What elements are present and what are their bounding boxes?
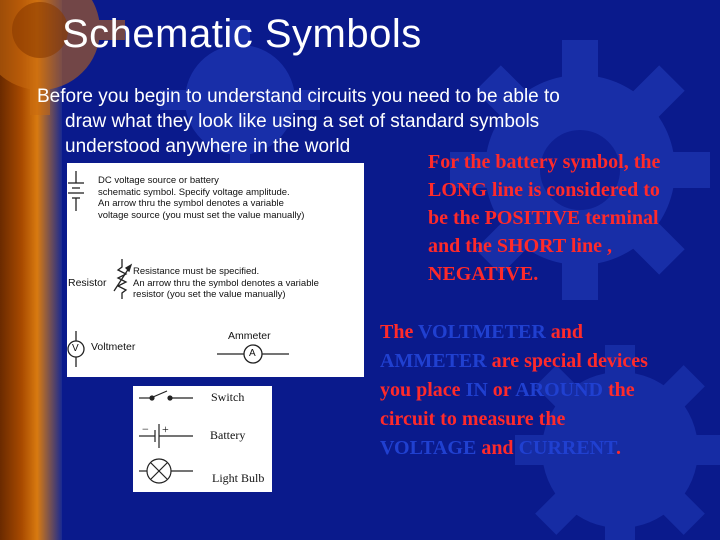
- legend-light-bulb-label: Light Bulb: [212, 471, 265, 485]
- meter-note-word: you place: [380, 379, 461, 401]
- battery-note-line: For the battery symbol, the: [428, 151, 661, 173]
- description-line: An arrow thru the symbol denotes a variable: [98, 198, 284, 209]
- meter-note-highlight: IN: [465, 379, 488, 401]
- meter-note-highlight: VOLTAGE: [380, 437, 477, 459]
- meter-note-word: circuit to measure the: [380, 408, 566, 430]
- battery-note-line: NEGATIVE.: [428, 263, 539, 285]
- legend-panel: [133, 386, 272, 492]
- meter-note-highlight: VOLTMETER: [417, 321, 546, 343]
- dc-source-description: [98, 175, 304, 221]
- meter-note-highlight: AMMETER: [380, 350, 487, 372]
- description-line: DC voltage source or battery: [98, 175, 219, 186]
- legend-switch-label: Switch: [211, 390, 245, 404]
- intro-line: draw what they look like using a set of standard symbols: [65, 111, 540, 132]
- legend-minus: −: [142, 422, 149, 436]
- meter-note-word: the: [608, 379, 635, 401]
- meter-note-word: or: [492, 379, 512, 401]
- meter-note-word: and: [481, 437, 514, 459]
- voltmeter-glyph: V: [72, 343, 79, 354]
- meter-note: [380, 318, 710, 463]
- legend-plus: +: [162, 422, 169, 436]
- intro-line: Before you begin to understand circuits you need to be able to: [37, 86, 560, 107]
- battery-note-line: be the POSITIVE terminal: [428, 207, 659, 229]
- symbols-panel: [67, 163, 364, 377]
- legend-battery-label: Battery: [210, 428, 246, 442]
- description-line: resistor (you set the value manually): [133, 289, 286, 300]
- meter-note-highlight: AROUND: [515, 379, 603, 401]
- meter-note-word: and: [550, 321, 584, 343]
- battery-note-line: and the SHORT line ,: [428, 235, 612, 257]
- battery-note-line: LONG line is considered to: [428, 179, 660, 201]
- description-line: Resistance must be specified.: [133, 266, 260, 277]
- description-line: Specify voltage amplitude.: [178, 186, 290, 198]
- meter-note-word: .: [615, 437, 621, 459]
- ammeter-label: Ammeter: [228, 330, 271, 342]
- description-line: voltage source (you must set the value manually): [98, 209, 305, 221]
- ammeter-glyph: A: [249, 348, 256, 359]
- voltmeter-label: Voltmeter: [91, 341, 136, 353]
- meter-note-word: are special devices: [491, 350, 648, 372]
- meter-note-highlight: CURRENT: [518, 437, 616, 459]
- battery-note: [428, 148, 718, 288]
- resistor-description: [133, 266, 319, 301]
- slide-title: Schematic Symbols: [62, 12, 422, 56]
- intro-line: understood anywhere in the world: [65, 136, 351, 157]
- meter-note-word: The: [380, 321, 414, 343]
- resistor-label: Resistor: [68, 277, 107, 289]
- description-line: An arrow thru the symbol denotes a variable: [133, 277, 319, 289]
- description-line: schematic symbol.: [98, 186, 177, 198]
